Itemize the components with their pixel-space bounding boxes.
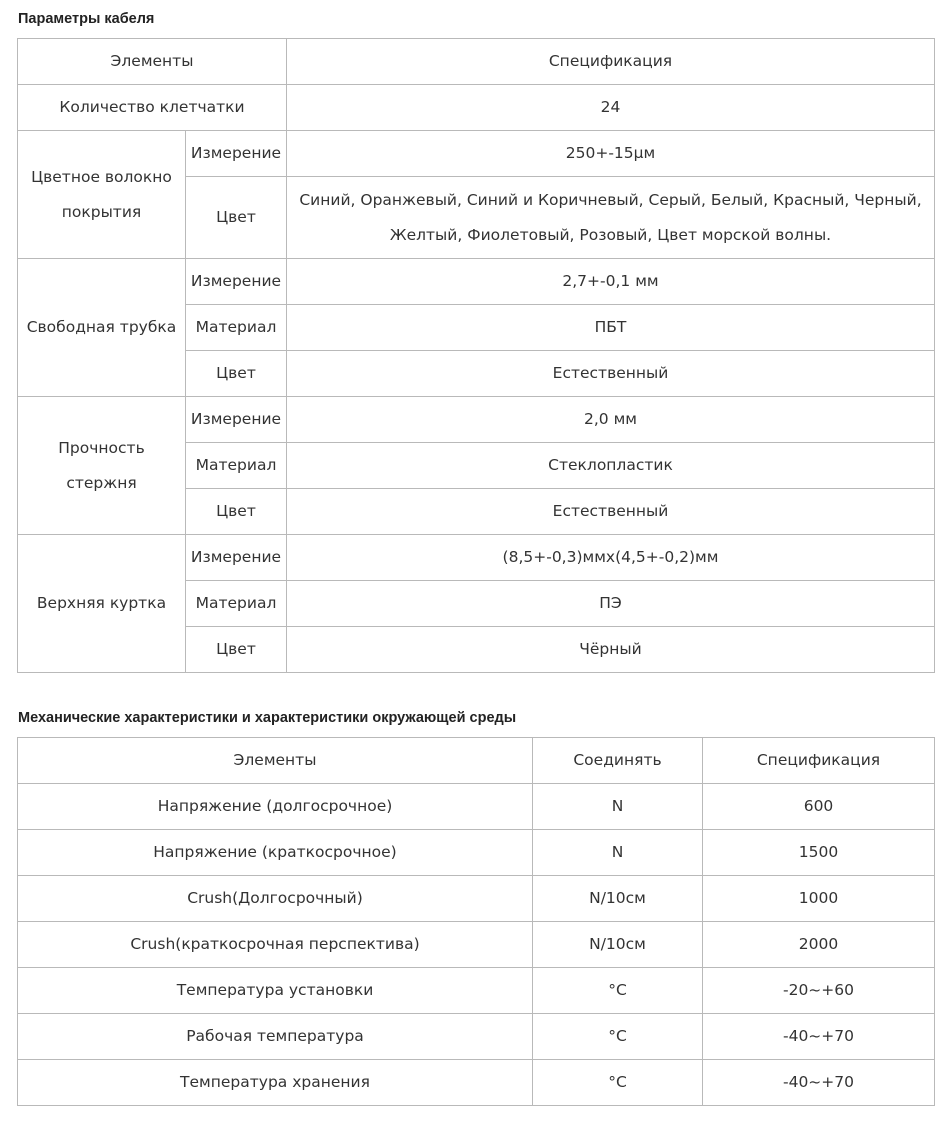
row-label: Crush(краткосрочная перспектива)	[18, 922, 533, 968]
row-label: Материал	[186, 443, 287, 489]
row-label: Материал	[186, 581, 287, 627]
row-label: Количество клетчатки	[18, 85, 287, 131]
mech-env-table	[17, 737, 935, 1106]
row-value: Синий, Оранжевый, Синий и Коричневый, Серый, Белый, Красный, Черный, Желтый, Фиолетовый, Розовый, Цвет морской волны.	[287, 177, 935, 259]
row-value: -40~+70	[703, 1014, 935, 1060]
group-label: Свободная трубка	[18, 259, 186, 397]
group-label: Цветное волокно покрытия	[18, 131, 186, 259]
row-value: Естественный	[287, 351, 935, 397]
row-value: (8,5+-0,3)ммх(4,5+-0,2)мм	[287, 535, 935, 581]
row-label: Напряжение (долгосрочное)	[18, 784, 533, 830]
row-unit: °C	[533, 1014, 703, 1060]
row-label: Цвет	[186, 489, 287, 535]
row-value: Естественный	[287, 489, 935, 535]
table-row	[18, 259, 935, 305]
table-row	[18, 85, 935, 131]
table-row	[18, 830, 935, 876]
row-label: Измерение	[186, 535, 287, 581]
row-unit: °C	[533, 968, 703, 1014]
row-value: 1000	[703, 876, 935, 922]
row-value: ПБТ	[287, 305, 935, 351]
row-value: ПЭ	[287, 581, 935, 627]
row-unit: N/10см	[533, 922, 703, 968]
mech-env-title: Механические характеристики и характеристики окружающей среды	[18, 710, 517, 726]
table-row	[18, 876, 935, 922]
row-label: Материал	[186, 305, 287, 351]
row-label: Цвет	[186, 627, 287, 673]
cable-params-table	[17, 38, 935, 673]
row-value: 2,7+-0,1 мм	[287, 259, 935, 305]
table-row	[18, 922, 935, 968]
row-unit: N	[533, 830, 703, 876]
row-value: -20~+60	[703, 968, 935, 1014]
row-value: 2000	[703, 922, 935, 968]
header-elements: Элементы	[18, 39, 287, 85]
table-header-row	[18, 39, 935, 85]
row-label: Crush(Долгосрочный)	[18, 876, 533, 922]
table-header-row	[18, 738, 935, 784]
row-label: Напряжение (краткосрочное)	[18, 830, 533, 876]
row-value: 24	[287, 85, 935, 131]
row-label: Измерение	[186, 397, 287, 443]
row-value: -40~+70	[703, 1060, 935, 1106]
row-label: Температура установки	[18, 968, 533, 1014]
row-label: Цвет	[186, 351, 287, 397]
group-label: Верхняя куртка	[18, 535, 186, 673]
table-row	[18, 397, 935, 443]
table-row	[18, 535, 935, 581]
header-spec: Спецификация	[703, 738, 935, 784]
row-value: Стеклопластик	[287, 443, 935, 489]
row-value: Чёрный	[287, 627, 935, 673]
row-label: Измерение	[186, 259, 287, 305]
row-unit: °C	[533, 1060, 703, 1106]
row-value: 2,0 мм	[287, 397, 935, 443]
row-label: Рабочая температура	[18, 1014, 533, 1060]
table-row	[18, 784, 935, 830]
row-value: 250+-15μм	[287, 131, 935, 177]
row-label: Цвет	[186, 177, 287, 259]
cable-params-title: Параметры кабеля	[18, 11, 155, 27]
row-label: Измерение	[186, 131, 287, 177]
row-label: Температура хранения	[18, 1060, 533, 1106]
row-value: 600	[703, 784, 935, 830]
header-spec: Спецификация	[287, 39, 935, 85]
header-elements: Элементы	[18, 738, 533, 784]
table-row	[18, 1014, 935, 1060]
group-label: Прочность стержня	[18, 397, 186, 535]
row-value: 1500	[703, 830, 935, 876]
table-row	[18, 968, 935, 1014]
table-row	[18, 131, 935, 177]
row-unit: N	[533, 784, 703, 830]
row-unit: N/10см	[533, 876, 703, 922]
header-unit: Соединять	[533, 738, 703, 784]
table-row	[18, 1060, 935, 1106]
